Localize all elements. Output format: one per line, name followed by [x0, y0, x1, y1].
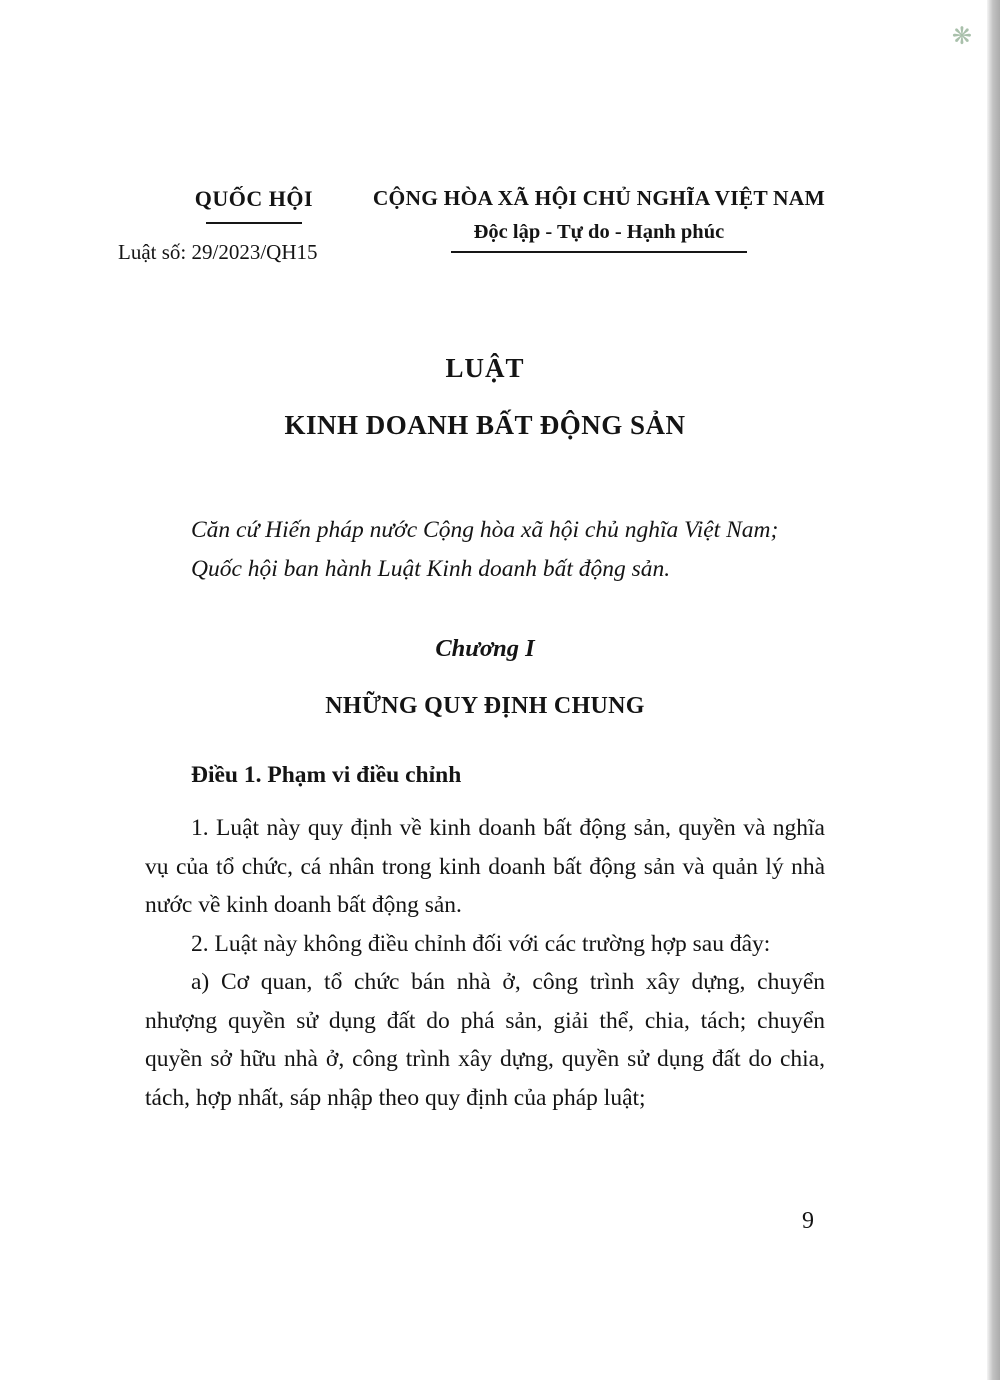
- page-edge-shadow: [987, 0, 1000, 1380]
- page-number: 9: [802, 1208, 814, 1234]
- issuer-underline: [206, 222, 302, 224]
- law-number: Luật số: 29/2023/QH15: [118, 240, 318, 264]
- document-title-line2: KINH DOANH BẤT ĐỘNG SẢN: [284, 410, 686, 440]
- motto-underline: [451, 251, 747, 253]
- body-paragraph: 2. Luật này không điều chỉnh đối với các trường hợp sau đây:: [191, 930, 771, 957]
- article-body: [145, 809, 825, 1117]
- preamble: [145, 511, 825, 589]
- body-paragraph: 1. Luật này quy định về kinh doanh bất động sản, quyền và nghĩa vụ của tổ chức, cá nhân trong kinh doanh bất động sản và quản lý nhà nước về kinh doanh bất động sản.: [145, 815, 825, 918]
- document-title: [145, 353, 825, 441]
- document-title-line1: LUẬT: [445, 353, 525, 383]
- ornament-icon: ❋: [951, 22, 972, 50]
- header-issuer-block: [118, 186, 363, 265]
- article-heading: Điều 1. Phạm vi điều chỉnh: [191, 762, 462, 788]
- chapter-title: NHỮNG QUY ĐỊNH CHUNG: [325, 693, 645, 719]
- document-header: [118, 186, 825, 265]
- body-paragraph: a) Cơ quan, tổ chức bán nhà ở, công trình xây dựng, chuyển nhượng quyền sử dụng đất do phá sản, giải thể, chia, tách; chuyển quyền sở hữu nhà ở, công trình xây dựng, quyền sử dụng đất do chia, tách, hợp nhất, sáp nhập theo quy định của pháp luật;: [145, 969, 825, 1111]
- page-content: [118, 186, 825, 1117]
- preamble-paragraph: Căn cứ Hiến pháp nước Cộng hòa xã hội chủ nghĩa Việt Nam;: [191, 517, 779, 543]
- preamble-paragraph: Quốc hội ban hành Luật Kinh doanh bất động sản.: [191, 556, 671, 582]
- issuer-name: QUỐC HỘI: [194, 186, 314, 211]
- national-title: CỘNG HÒA XÃ HỘI CHỦ NGHĨA VIỆT NAM: [372, 186, 825, 210]
- chapter-label: Chương I: [435, 635, 535, 662]
- header-motto-block: [363, 186, 825, 253]
- national-motto: Độc lập - Tự do - Hạnh phúc: [473, 221, 725, 243]
